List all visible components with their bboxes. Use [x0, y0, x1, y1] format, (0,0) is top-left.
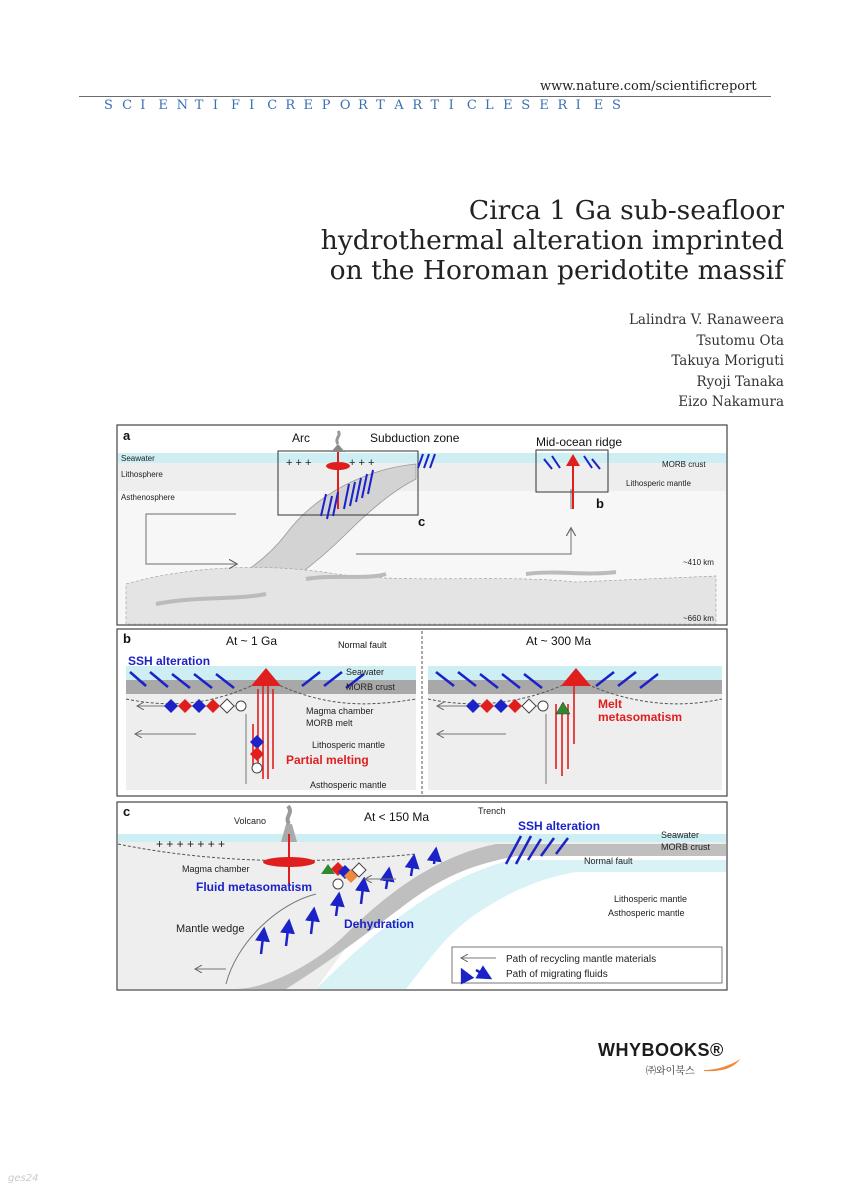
series-letter: F — [230, 98, 241, 113]
series-letter: C — [466, 98, 477, 113]
title-line: on the Horoman peridotite massif — [329, 255, 784, 286]
series-letter: R — [557, 98, 568, 113]
author: Lalindra V. Ranaweera — [628, 312, 784, 328]
panel-letter: a — [123, 428, 131, 443]
panel-letter: b — [123, 631, 131, 646]
title-line: Circa 1 Ga sub-seafloor — [468, 195, 784, 226]
journal-url: www.nature.com/scientificreport — [540, 79, 757, 94]
label: At ~ 1 Ga — [226, 634, 278, 648]
series-letter: S — [104, 98, 113, 113]
label: SSH alteration — [518, 819, 601, 833]
label: At ~ 300 Ma — [526, 634, 592, 648]
geologic-figure — [116, 424, 728, 991]
series-letter: T — [430, 98, 440, 113]
series-letter: E — [303, 98, 314, 113]
swoosh-icon — [702, 1058, 742, 1072]
legend-entry: Path of recycling mantle materials — [506, 954, 657, 965]
series-letter: E — [539, 98, 549, 113]
label: Lithosphere — [121, 470, 163, 479]
label: metasomatism — [598, 710, 683, 724]
label: At < 150 Ma — [364, 810, 430, 824]
panel-letter: c — [123, 804, 131, 819]
label: Asthenosphere — [121, 493, 175, 502]
series-letter: S — [521, 98, 531, 113]
series-letter: I — [140, 98, 146, 113]
series-letter: E — [593, 98, 604, 113]
series-letter: I — [575, 98, 581, 113]
series-letter: I — [249, 98, 255, 113]
author: Tsutomu Ota — [696, 332, 784, 349]
label: Lithosperic mantle — [312, 740, 386, 750]
series-letter: A — [394, 98, 404, 113]
page-code: ges24 — [8, 1173, 39, 1184]
svg-text:+ + +: + + + — [349, 457, 375, 469]
logo-subtitle: ㈜와이북스 — [646, 1066, 695, 1077]
series-letter: N — [176, 98, 188, 113]
label: Dehydration — [344, 917, 415, 931]
label: Volcano — [234, 816, 267, 826]
label: Seawater — [346, 667, 385, 677]
panel-b — [117, 629, 727, 796]
label: SSH alteration — [128, 654, 211, 668]
series-letter: T — [194, 98, 204, 113]
label: Lithosperic mantle — [626, 479, 691, 488]
series-letter: T — [376, 98, 385, 113]
svg-text:+ + + + + +: + + + + + + + — [156, 837, 226, 851]
series-letter: R — [357, 98, 368, 113]
label: Normal fault — [338, 640, 387, 650]
label: Magma chamber — [182, 864, 250, 874]
label: Mantle wedge — [176, 923, 245, 935]
label: c — [418, 514, 426, 529]
series-letter: C — [122, 98, 133, 113]
label: ~660 km — [683, 614, 714, 623]
label: Fluid metasomatism — [196, 880, 313, 894]
author: Ryoji Tanaka — [696, 373, 784, 390]
label: Trench — [478, 806, 506, 816]
svg-text:+ + +: + + + — [286, 457, 312, 469]
label: Normal fault — [584, 856, 633, 866]
label: ~410 km — [683, 558, 714, 567]
series-letter: L — [484, 98, 494, 113]
label: MORB crust — [661, 842, 711, 852]
author: Eizo Nakamura — [678, 394, 784, 410]
label: Melt — [598, 697, 622, 711]
series-letter: R — [285, 98, 296, 113]
author: Takuya Moriguti — [671, 353, 784, 369]
label: Subduction zone — [370, 431, 460, 445]
label: Partial melting — [286, 753, 369, 767]
series-letter: E — [158, 98, 168, 113]
article-title — [200, 196, 784, 286]
label: Lithosperic mantle — [614, 894, 688, 904]
label: MORB crust — [662, 460, 706, 469]
label: Magma chamber — [306, 706, 374, 716]
series-letter: I — [448, 98, 454, 113]
series-letter: I — [212, 98, 218, 113]
panel-a — [117, 425, 727, 625]
series-letter: O — [339, 98, 351, 113]
title-line: hydrothermal alteration imprinted — [320, 225, 784, 256]
publisher-logo — [598, 1040, 743, 1080]
label: MORB melt — [306, 718, 353, 728]
legend-entry: Path of migrating fluids — [506, 969, 608, 980]
label: Asthosperic mantle — [310, 780, 387, 790]
panel-c — [117, 802, 727, 990]
label: Seawater — [121, 454, 155, 463]
series-letter: P — [321, 98, 331, 113]
label: Arc — [292, 431, 310, 445]
label: b — [596, 496, 604, 511]
label: MORB crust — [346, 682, 396, 692]
label: Mid-ocean ridge — [536, 435, 623, 449]
series-banner — [104, 98, 764, 113]
series-letter: R — [412, 98, 423, 113]
logo-brand: WHYBOOKS® — [598, 1040, 724, 1060]
series-letter: C — [267, 98, 278, 113]
author-list — [500, 310, 784, 413]
series-letter: E — [503, 98, 513, 113]
label: Asthosperic mantle — [608, 908, 685, 918]
label: Seawater — [661, 830, 700, 840]
series-letter: S — [611, 98, 621, 113]
header-rule — [79, 96, 771, 97]
